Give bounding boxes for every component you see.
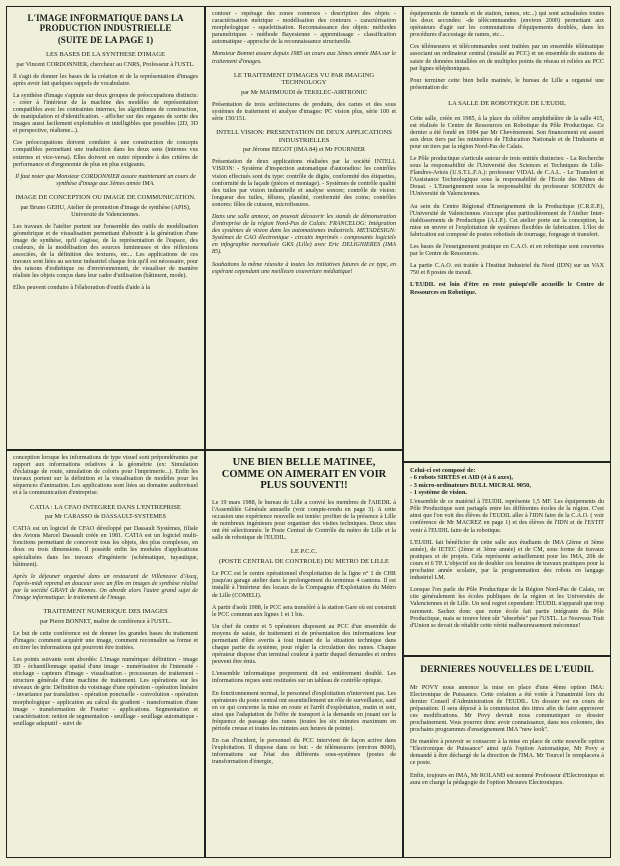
paragraph: Ces préoccupations doivent conduire à une construction de concepts compatibles permettant une traduction dans les deux sens (internes vus externes et vice-versa). Elles doivent en outre répondre à des critères de performance et d'ergonomie de plus en plus exigeants. (13, 140, 198, 168)
paragraph: Présentation de deux applications réalisées par la société INTELL VISION: - Système d'inspection automatique d'autoradios: les contrôles vision effectués sont du type: contrôle de digits, conformité des étiquettes, conformité de la façade (pièces et montage). - Systèmes de contrôle qualité des tuiles par vision industrielle et analyse sonore; contrôle de vision: longueur des tuiles, fêlures, planéité, conformité des coins; contrôles sonores: fêles de cuisson, microfissures. (212, 159, 396, 208)
paragraph: CATIA est un logiciel de CFAO développé par Dassault Systèmes, filiale des Avions Marcel Dassault créée en 1981. CATIA est un logiciel multi-fonctions permettant de concevoir tous les objets, des plus complexes, en deux ou trois dimensions. Il possède enfin les modules d'applications spécialisées dans les travaux d'ingénierie (schématique, tuyautique, bâtiment). (13, 526, 198, 568)
paragraph: L'ensemble de ce matériel à l'EUDIL représente 1,5 MF. Les équipements du Pôle Productique sont partagés entre les différentes écoles de la région. C'est ainsi que l'on voit des élèves de l'EUDIL aller à l'IDN faire de la C.A.O. ( voir conférence de Mr MACREZ en page 1) et des élèves de l'IDN et de l'ESTIT venir à l'EUDIL faire de la robotique. (410, 499, 604, 534)
paragraph: Les travaux de l'atelier portent sur l'ensemble des outils de modélisation géométrique et de visualisation permettant d'aboutir à la génération d'une image de synthèse, qu'il s'agisse, de la représentation de l'espace, des couleurs, de la modélisation des sources lumineuses et des réflexions associées, de la définition des textures, etc... Les applications de ces travaux sont liées au secteur industriel chaque fois qu'il est nécessaire, pour des raisons d'esthétique ou d'environnement, de visualiser de manière réaliste les objets conçus dans leur cadre d'utilisation (bâtiment, mode). (13, 223, 198, 280)
paragraph: Le but de cette conférence est de donner les grandes bases du traitement d'images: comment acquérir une image, comment reconnaître sa forme et en tirer les informations qui pourront être traitées. (13, 630, 198, 651)
paragraph: A partir d'août 1988, le PCC sera transféré à la station Gare où est construit le PCC commun aux lignes 1 et 1 bis. (212, 604, 396, 618)
section-title: CATIA : LA CFAO INTEGREE DANS L'ENTREPRISE (30, 503, 181, 511)
section-title: LE P.C.C. (290, 548, 318, 556)
paragraph: En fonctionnement normal, le personnel d'exploitation n'intervient pas. Les opérateurs du poste central ont essentiellement un rôle de surveillance, sauf en ce qui concerne la mise en route et l'arrêt d'exploitation, matin et soir, ainsi que l'adaptation de l'offre de transport à la demande en jouant sur la fréquence de passage des rames (toutes les six minutes maximum en période creuse et toutes les minutes aux heures de pointe). (212, 690, 396, 733)
italic-note: Il faut noter que Monsieur CORDONNIER assure maintenant un cours de synthèse d'image aux 3èmes année IMA. (15, 173, 196, 187)
paragraph: Mr POVY nous annonce la mise en place d'une 4ème option IMA: Electronique de Puissance. Cette création a été votée à l'unanimité lors du dernier Conseil d'Administration de l'EUDIL. Un dossier est en cours de préparation. Il sera déposé à la commission des titres afin de faire approuver ces modifications. Mr Povy devrait nous communiquer ce dossier prochainement. Vous pourrez donc avoir connaissance, dans nos colonnes, des prochains programmes d'enseignement IMA "new look". (410, 684, 604, 734)
italic-note: Monsieur Bonnet assure depuis 1985 un cours aux 3èmes année IMA sur le traitement d'images. (212, 51, 396, 65)
column-3-bottom-news (403, 656, 611, 858)
section-author: par Vincent CORDONNIER, chercheur au CNRS, Professeur à l'USTL. (16, 60, 195, 68)
equipment-item: - 6 robots SIRTES et AID (4 à 6 axes), (410, 474, 513, 482)
paragraph: Au sein du Centre Régional d'Enseignement de la Productique (C.R.E.P.), l'Université de Valenciennes s'occupe plus particulièrement de l'Atelier Inter-établissements de Productique (A.I.P.). Cet atelier porte sur la conception, la mise en œuvre et l'exploitation de systèmes flexibles de fabrication. L'îlot de fabrication est composé de postes robotisés de tournage, forgeage et transfert. (410, 203, 604, 238)
section-author: par Pierre BONNET, maître de conférence à l'USTL. (39, 617, 172, 625)
paragraph: Cette salle, créée en 1985, à la place du célèbre amphithéâtre de la salle 415, est réalisée le Centre de Ressources en Robotique du Pôle Productique. Ce dernier a été fondé en 1984 par Mr Chevènement. Son financement est assuré aux deux tiers par les ministères de l'Education Nationale et de l'Industrie et pour un tiers par la région Nord-Pas de Calais. (410, 115, 604, 150)
paragraph: La partie C.A.O. est traitée à l'Institut Industriel du Nord (IDN) sur un VAX 750 et 8 postes de travail. (410, 263, 604, 277)
paragraph: équipements de tunnels et de station, rames, etc...) qui sont actualisées toutes les deux secondes: -de télécommandes (environ 2000) permettant aux opérateurs d'agir sur les commutations d'équipements doublés, dans les procédures d'accostage de rames, etc... (410, 11, 604, 39)
paragraph: Les points suivants sont abordés: L'image numérique: définition - image 3D - échantillonnage spatial d'une image - numérisation de l'intensité -stockage - capteurs d'image - visualisation - processeurs de traitement - structure générale d'une machine de traitement. Les opérations sur les niveaux de gris: Définition du voisinage d'une opération - opération linéaire - invariance par translation - opération ponctuelle - convolution - opération morphologique - application au calcul du gradient - transformation d'une image - transformation de Fourier - applications. Segmentation et caractérisation: notion de segmentation - seuillage - seuillage automatique - seuillage adaptatif - suivi de (13, 656, 198, 727)
paragraph: Pour terminer cette bien belle matinée, le bureau de Lille a organisé une présentation de: (410, 77, 604, 91)
section-title: LA SALLE DE ROBOTIQUE DE L'EUDIL (448, 99, 566, 107)
paragraph: conception lorsque les informations de type visuel sont prépondérantes par rapport aux informations relatives à la géométrie (ex: Simulation d'éclairage de route, simulation de coloris pour l'imprimerie...). Enfin les travaux portent sur la définition et la visualisation de modèles pour les séquences d'animation. Les applications sont liées au domaine audiovisuel et à la communication d'entreprise. (13, 455, 198, 497)
paragraph: De manière à pouvoir se consacrer à la mise en place de cette nouvelle option "Electronique de Puissance" ainsi qu'à l'option Automatique, Mr Povy a demandé à être déchargé de la direction de l'IMA. Mr Tourcel le remplacera à ce poste. (410, 739, 604, 767)
column-1-top (6, 6, 205, 450)
paragraph: Enfin, toujours en IMA, Mr ROLAND est nommé Professeur d'Electronique et aura en charge la pédagogie de l'option Mesures Electroniques. (410, 772, 604, 786)
paragraph: Lorsque l'on parle du Pôle Productique de la Région Nord-Pas de Calais, on cite généralement les écoles publiques de la région et les Universités de Valenciennes et de Lille. Un seul regret cependant: l'EUDIL n'apparaît que trop rarement. Sachez donc que notre école fait partie intégrante du Pôle Productique, mais se trouve bien sûr "absorbée" par l'USTL. Le Nouveau Trait d'Union se devait de rétablir cette vérité malheureusement méconnue! (410, 587, 604, 629)
paragraph: Un chef de centre et 5 opérateurs disposent au PCC d'un ensemble de moyens de saisie, de traitement et de présentation des informations leur permettant d'être avertis à tout instant de la situation technique dans chaque partie du système, pour régler la circulation des rames. Chaque opérateur dispose d'un terminal couleur à partir duquel demandes et ordres peuvent être émis. (212, 623, 396, 666)
paragraph: L'ensemble informatique proprement dit est entièrement doublé. Les informations reçues sont restituées sur un tableau de contrôle optique. (212, 671, 396, 685)
section-author: par Mr MAHMOUDI de TEKELEC-AIRTRONIC (241, 88, 367, 96)
italic-note: Dans une salle annexe, on pouvait découvrir les stands de démonstration d'entreprise de la région Nord-Pas de Calais: FRANCELOG: Intégration des systèmes de vision dans les automatismes industriels. METADESIGN: Systèmes de CAO électronique - circuits imprimés - composants logiciels en infographie normalisée GKS (Lille) avec Eric DELIGNIERES (IMA 85). (212, 213, 396, 256)
column-3-bottom-robotics (403, 462, 611, 656)
section-author: par Mr CARASSO de DASSAULT-SYSTEMES (45, 513, 166, 521)
equipment-item: - 3 micro-ordinateurs BULL MICRAL 9050, (410, 481, 531, 489)
paragraph: Ces télémesures et télécommandes sont traitées par un ensemble télématique associant un ordinateur central (installé au PCC) et un ensemble de stations de saisie de données installées en de multiples points du réseau et reliées au PCC par lignes téléphoniques. (410, 44, 604, 72)
paragraph: Le PCC est le centre opérationnel d'exploitation de la ligne n° 1 de CHR jusqu'au garage atelier dans le prolongement du terminus 4 cantons. Il est installé à l'intérieur des locaux de la Compagnie d'Exploitation du Métro de Lille (COMELI). (212, 571, 396, 599)
italic-note: Souhaitons la même réussite à toutes les initiatives futures de ce type, en espérant cependant une meilleure couverture médiatique! (212, 261, 396, 275)
paragraph: Elles peuvent conduire à l'élaboration d'outils d'aide à la (13, 285, 150, 292)
section-author: par Bruno GEHU, Atelier de promotion d'image de synthèse (APIS), Université de Valenciennes. (20, 203, 191, 218)
equipment-intro: Celui-ci est composé de: (410, 467, 476, 474)
column-2-top (205, 6, 403, 450)
article-title: L'IMAGE INFORMATIQUE DANS LA PRODUCTION INDUSTRIELLE (27, 13, 184, 33)
section-author: par Jérome BEGOT (IMA 84) et Mr FOURNIER (242, 146, 366, 154)
paragraph: Les bases de l'enseignement pratique en C.A.O. et en robotique sont couvertes par le Centre de Ressources. (410, 244, 604, 258)
paragraph: Le 19 mars 1988, le bureau de Lille a convié les membres de l'AIEDIL à l'Assemblée Générale annuelle (voir compte-rendu en page 3). A cette occasion une expérience nouvelle est tentée: profiter de la présence à Lille de nombreux ingénieurs pour organiser des visites techniques. Deux sites ont été sélectionnés: le Poste Central de Contrôle du métro de Lille et la salle de robotique de l'EUDIL. (212, 499, 396, 541)
paragraph: La synthèse d'image s'appuie sur deux groupes de préoccupations distincts: - créer à l'intérieur de la machine des modèles de représentation compatibles avec les contraintes internes, les algorithmes de construction, de manipulation et d'identification. - afficher sur des organes de sortie des images aussi facilement exploitables et intelligibles que possibles (2D, 3D et perspective, réalisme...). (13, 92, 198, 135)
paragraph: Présentation de trois architectures de produits, des cartes et des sous systèmes de traitement et analyse d'images: PC vision plus, série 100 et série 150/151. (212, 101, 396, 123)
paragraph: Le Pôle productique s'articule autour de trois entités distinctes: - La Recherche sous la responsabilité de l'Université des Sciences et Techniques de Lille-Flandres-Artois (U.S.T.L.F.A.): professeur VIDAL de C.A.L. - Le Transfert et l'Assistance Technologique sous la responsabilité de l'Ecole des Mines de Douai. - L'Enseignement sous la responsabilité du professeur SOENEN de l'Université de Valenciennes. (410, 156, 604, 198)
column-3-top (403, 6, 611, 462)
section-title: INTELL VISION: PRESENTATION DE DEUX APPLICATIONS INDUSTRIELLES (216, 129, 392, 144)
article-subtitle: (SUITE DE LA PAGE 1) (57, 35, 154, 45)
paragraph: En cas d'incident, le personnel du PCC intervient de façon active dans l'exploitation. Il dispose dans ce but: - de télémesures (environ 8000), informations sur l'état des différents sous-systèmes (postes de transformation d'énergie, (212, 738, 396, 766)
section-title: IMAGE DE CONCEPTION OU IMAGE DE COMMUNICATION. (15, 193, 196, 201)
column-1-bottom (6, 450, 205, 858)
paragraph: L'EUDIL est loin d'être en reste puisqu'elle accueille le Centre de Ressources en Robotique. (410, 282, 604, 296)
article-title: DERNIERES NOUVELLES DE L'EUDIL (420, 665, 594, 675)
paragraph: L'EUDIL fait bénéficier de cette salle aux étudiants de IMA (2ème et 3ème année), de IETEC (2ème et 3ème année) et de CM, sous forme de travaux pratiques et de projets. Cela représente actuellement pour les IMA, 20h de cours et 6 TP. L'objectif est de doubler ces horaires de travaux pratiques pour la prochaine année scolaire, par la programmation des robots en langage industriel LM. (410, 539, 604, 582)
equipment-item: - 1 système de vision. (410, 488, 467, 496)
section-title: LES BASES DE LA SYNTHESE D'IMAGE (46, 51, 165, 58)
paragraph: contour - repérage des zones connexes - description des objets - caractérisation métrique - modélisation des contours - caractérisation morphologique - squelettisation. Reconnaissance des objets: méthodes paramétriques - méthode Bayesienne - apprentissage - classification automatique - approche de la reconnaissance structurelle. (212, 11, 396, 46)
section-title: TRAITEMENT NUMERIQUE DES IMAGES (43, 608, 168, 616)
column-2-bottom (205, 450, 403, 858)
article-title: UNE BIEN BELLE MATINEE, COMME ON AIMERAIT EN VOIR PLUS SOUVENT!! (221, 457, 387, 491)
section-subtitle: (POSTE CENTRAL DE CONTROLE) DU METRO DE LILLE (219, 557, 389, 565)
section-title: LE TRAITEMENT D'IMAGES VU PAR IMAGING TECHNOLOGY (233, 71, 375, 87)
paragraph: Il s'agit de donner les bases de la création et de la représentation d'images après avoir fait quelques rappels de vocabulaire. (13, 73, 198, 87)
italic-note: Après le déjeuner organisé dans un restaurant de Villeneuve d'Ascq, l'après-midi reprend en douceur avec un film en images de synthèse réalisé par la société GRAVI de Rennes. On aborde alors l'autre grand sujet de l'image informatique: le traitement de l'image. (13, 573, 198, 601)
